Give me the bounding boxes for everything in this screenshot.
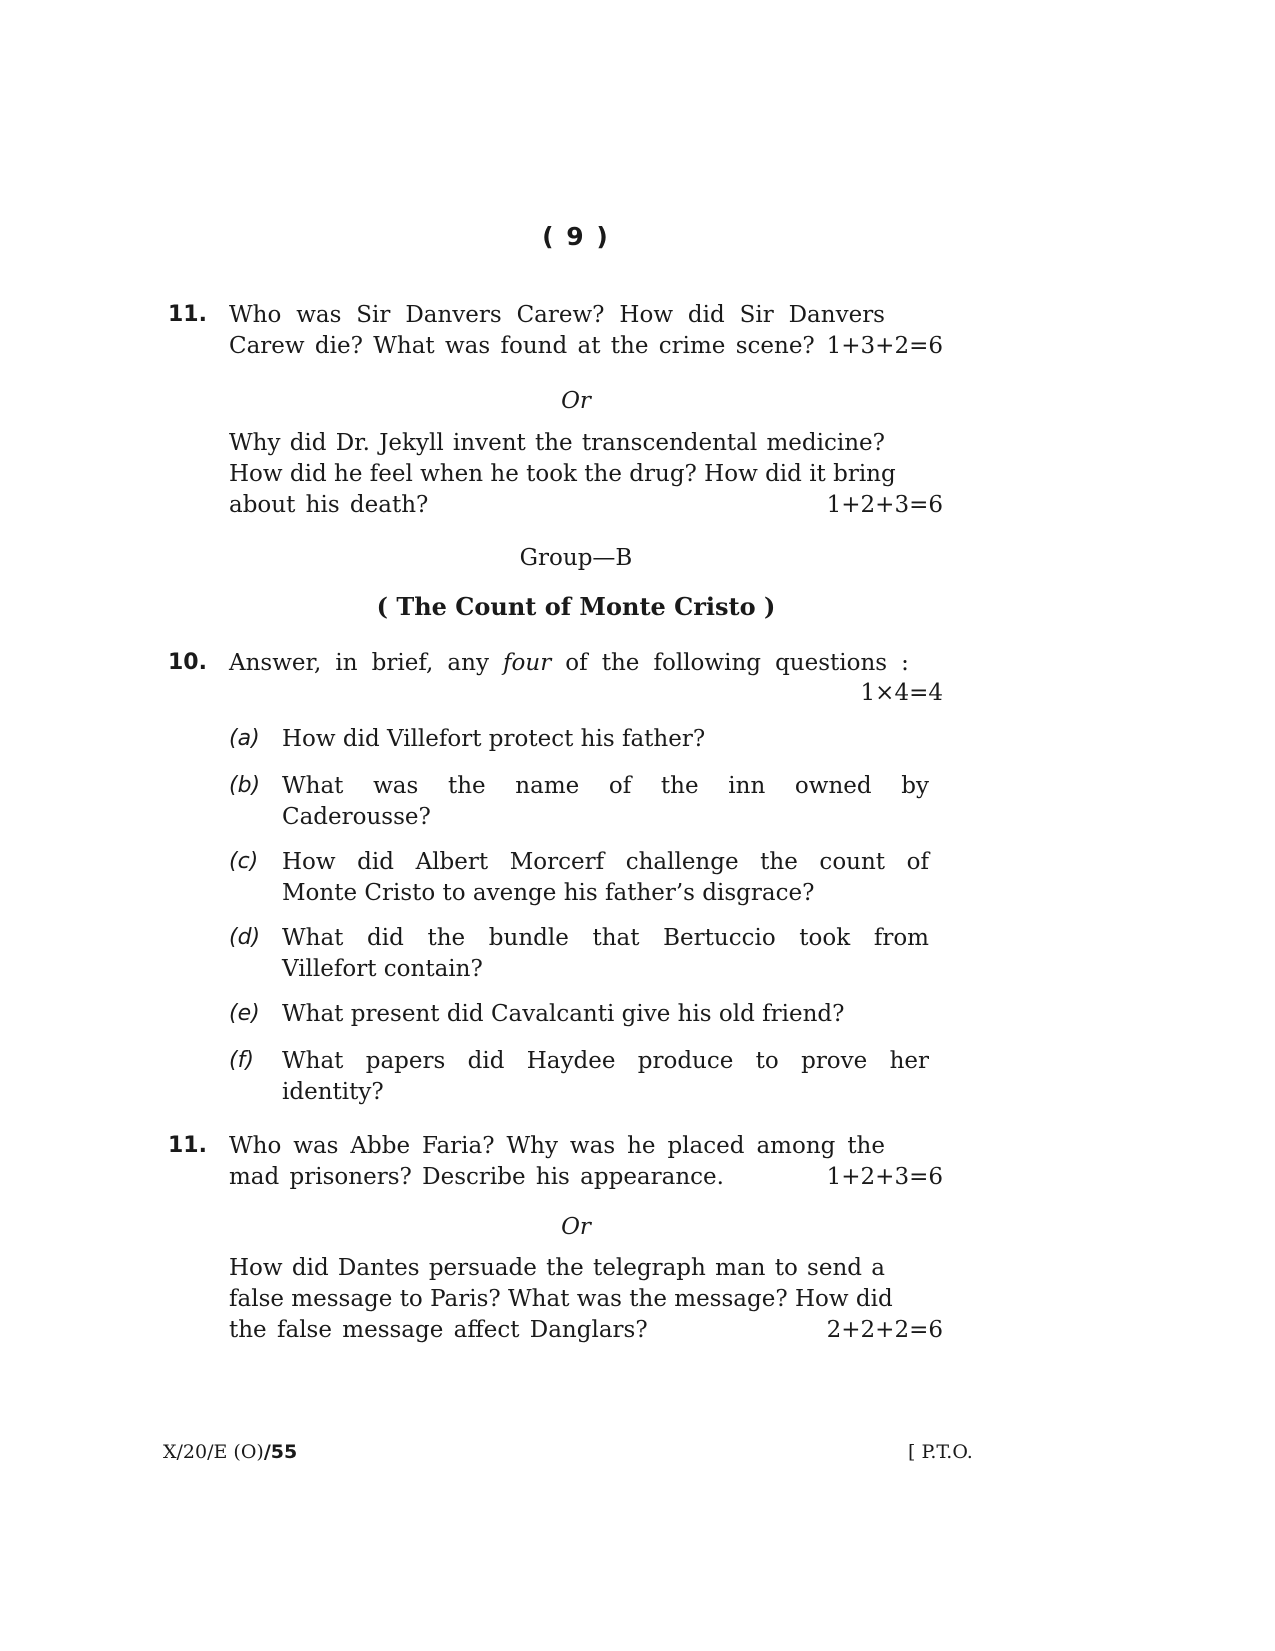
intro-word: :: [901, 650, 909, 676]
question-line: How did Dantes persuade the telegraph man to send a: [229, 1255, 885, 1281]
alternative-question-text: [229, 1253, 893, 1315]
sub-question-line: identity?: [282, 1079, 384, 1105]
question-number: 10.: [168, 650, 207, 675]
sub-question-label: (e): [229, 1001, 260, 1026]
sub-question-line: Villefort contain?: [282, 956, 483, 982]
sub-question-line: What papers did Haydee produce to prove her: [282, 1048, 929, 1074]
question-line: Carew die? What was found at the crime scene?: [229, 333, 815, 359]
question-intro: [229, 648, 909, 679]
intro-word: in: [335, 650, 358, 676]
paper-code-suffix: /55: [263, 1441, 298, 1463]
page-number: ( 9 ): [542, 222, 610, 251]
marks: 1+3+2=6: [826, 333, 943, 359]
question-line-with-marks: [229, 331, 943, 362]
sub-question-line: How did Villefort protect his father?: [282, 726, 706, 752]
sub-question-label: (f): [229, 1048, 254, 1073]
sub-question-label: (a): [229, 726, 260, 751]
intro-word: the: [601, 650, 640, 676]
intro-word: any: [447, 650, 489, 676]
paper-code-prefix: X/20/E (O): [163, 1441, 264, 1463]
question-line: How did he feel when he took the drug? How did it bring: [229, 461, 896, 487]
marks: 1+2+3=6: [826, 1164, 943, 1190]
intro-emphasis: four: [503, 650, 552, 676]
sub-question-line: What was the name of the inn owned by: [282, 773, 929, 799]
question-text: [229, 300, 885, 331]
intro-word: brief,: [371, 650, 434, 676]
intro-word: questions: [775, 650, 888, 676]
question-line: false message to Paris? What was the message? How did: [229, 1286, 893, 1312]
please-turn-over: [ P.T.O.: [908, 1441, 973, 1463]
sub-question-line: Caderousse?: [282, 804, 431, 830]
sub-question-line: What did the bundle that Bertuccio took from: [282, 925, 929, 951]
sub-question-text: [282, 923, 929, 985]
question-text: [229, 1131, 885, 1162]
or-separator: Or: [561, 388, 591, 414]
or-separator: Or: [561, 1214, 591, 1240]
sub-question-line: Monte Cristo to avenge his father’s disgrace?: [282, 880, 815, 906]
question-line-with-marks: [229, 1315, 943, 1346]
sub-question-line: What present did Cavalcanti give his old friend?: [282, 1001, 845, 1027]
sub-question-text: [282, 724, 929, 755]
group-label: Group—B: [519, 545, 633, 571]
alternative-question-text: [229, 428, 896, 490]
question-line: about his death?: [229, 492, 429, 518]
marks: 2+2+2=6: [826, 1317, 943, 1343]
sub-question-label: (b): [229, 773, 261, 798]
question-line-with-marks: [229, 1162, 943, 1193]
intro-word: following: [653, 650, 761, 676]
book-title: ( The Count of Monte Cristo ): [376, 592, 776, 621]
question-line: the false message affect Danglars?: [229, 1317, 648, 1343]
question-line-with-marks: [229, 490, 943, 521]
question-line: mad prisoners? Describe his appearance.: [229, 1164, 724, 1190]
sub-question-line: How did Albert Morcerf challenge the count of: [282, 849, 929, 875]
sub-question-label: (c): [229, 849, 259, 874]
sub-question-text: [282, 999, 929, 1030]
intro-word: of: [565, 650, 588, 676]
question-number: 11.: [168, 302, 207, 327]
marks: 1+2+3=6: [826, 492, 943, 518]
sub-question-text: [282, 847, 929, 909]
question-line: Who was Sir Danvers Carew? How did Sir Danvers: [229, 302, 885, 328]
sub-question-text: [282, 1046, 929, 1108]
marks: 1×4=4: [860, 680, 943, 706]
sub-question-text: [282, 771, 929, 833]
paper-code: [163, 1441, 297, 1463]
sub-question-label: (d): [229, 925, 261, 950]
question-number: 11.: [168, 1133, 207, 1158]
question-line: Why did Dr. Jekyll invent the transcendental medicine?: [229, 430, 885, 456]
question-line: Who was Abbe Faria? Why was he placed among the: [229, 1133, 885, 1159]
intro-word: Answer,: [229, 650, 322, 676]
